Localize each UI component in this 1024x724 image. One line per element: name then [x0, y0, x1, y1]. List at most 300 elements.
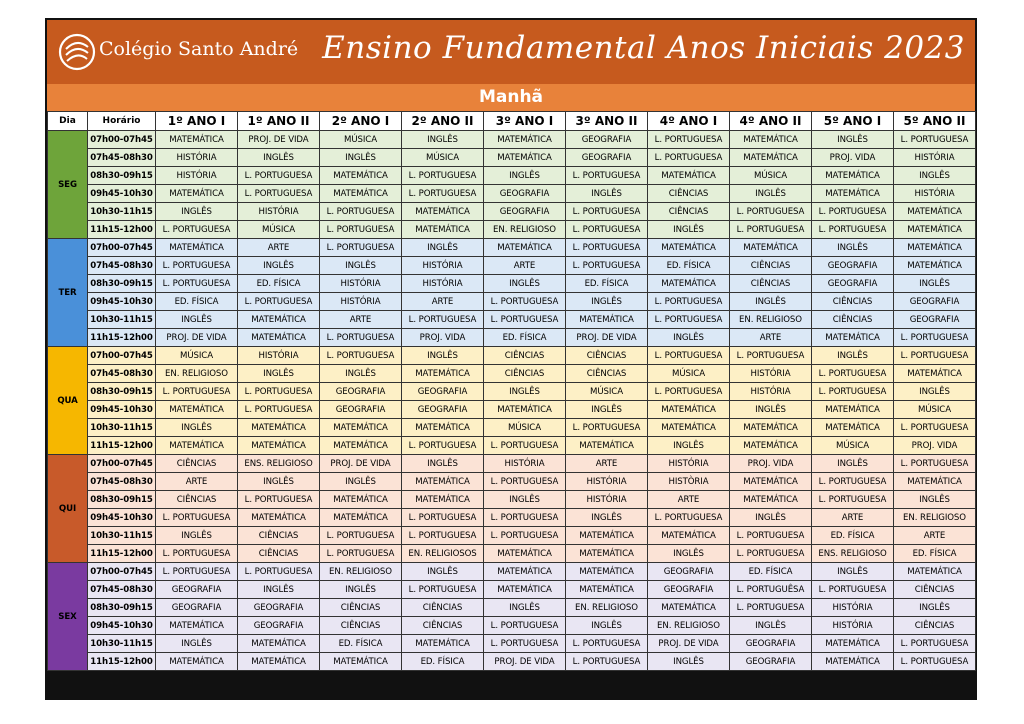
subject-cell: INGLÊS — [894, 383, 976, 401]
subject-cell: MÚSICA — [812, 437, 894, 455]
subject-cell: HISTÓRIA — [894, 149, 976, 167]
time-slot: 08h30-09h15 — [88, 491, 156, 509]
page-title: Ensino Fundamental Anos Iniciais 2023 — [322, 30, 965, 66]
subject-cell: INGLÊS — [894, 275, 976, 293]
subject-cell: L. PORTUGUESA — [238, 185, 320, 203]
subject-cell: MÚSICA — [894, 401, 976, 419]
subject-cell: INGLÊS — [320, 581, 402, 599]
subject-cell: L. PORTUGUESA — [484, 509, 566, 527]
subject-cell: HISTÓRIA — [648, 455, 730, 473]
time-slot: 08h30-09h15 — [88, 275, 156, 293]
subject-cell: MATEMÁTICA — [566, 311, 648, 329]
time-slot: 09h45-10h30 — [88, 509, 156, 527]
table-row — [48, 257, 976, 275]
subject-cell: L. PORTUGUESA — [320, 239, 402, 257]
subject-cell: MATEMÁTICA — [320, 437, 402, 455]
time-slot: 10h30-11h15 — [88, 203, 156, 221]
subject-cell: CIÊNCIAS — [730, 257, 812, 275]
subject-cell: INGLÊS — [648, 221, 730, 239]
subject-cell: L. PORTUGUESA — [648, 509, 730, 527]
subject-cell: HISTÓRIA — [566, 491, 648, 509]
subject-cell: L. PORTUGUESA — [566, 203, 648, 221]
subject-cell: ARTE — [894, 527, 976, 545]
subject-cell: MATEMÁTICA — [894, 473, 976, 491]
table-row — [48, 347, 976, 365]
column-header-class: 1º ANO I — [156, 112, 238, 131]
subject-cell: HISTÓRIA — [730, 365, 812, 383]
time-slot: 11h15-12h00 — [88, 653, 156, 671]
day-label: QUI — [48, 455, 88, 563]
subject-cell: INGLÊS — [320, 149, 402, 167]
subject-cell: L. PORTUGUESA — [566, 167, 648, 185]
column-header-class: 5º ANO II — [894, 112, 976, 131]
table-row — [48, 167, 976, 185]
subject-cell: PROJ. VIDA — [730, 455, 812, 473]
subject-cell: CIÊNCIAS — [402, 617, 484, 635]
schedule-table — [47, 111, 976, 671]
subject-cell: L. PORTUGUESA — [484, 293, 566, 311]
subject-cell: HISTÓRIA — [812, 599, 894, 617]
subject-cell: HISTÓRIA — [894, 185, 976, 203]
subject-cell: MATEMÁTICA — [812, 167, 894, 185]
subject-cell: MATEMÁTICA — [894, 203, 976, 221]
footer-bar — [47, 679, 975, 700]
subject-cell: CIÊNCIAS — [156, 455, 238, 473]
subject-cell: L. PORTUGUESA — [402, 311, 484, 329]
subject-cell: CIÊNCIAS — [812, 311, 894, 329]
subject-cell: L. PORTUGUESA — [238, 563, 320, 581]
subject-cell: INGLÊS — [894, 491, 976, 509]
subject-cell: INGLÊS — [156, 527, 238, 545]
subject-cell: INGLÊS — [320, 257, 402, 275]
subject-cell: PROJ. DE VIDA — [484, 653, 566, 671]
subject-cell: MATEMÁTICA — [402, 365, 484, 383]
column-header-time: Horário — [88, 112, 156, 131]
time-slot: 07h00-07h45 — [88, 239, 156, 257]
subject-cell: GEOGRAFIA — [484, 203, 566, 221]
subject-cell: L. PORTUGUESA — [894, 419, 976, 437]
subject-cell: MATEMÁTICA — [320, 491, 402, 509]
column-header-class: 5º ANO I — [812, 112, 894, 131]
subject-cell: MATEMÁTICA — [238, 635, 320, 653]
subject-cell: INGLÊS — [730, 185, 812, 203]
subject-cell: L. PORTUGUESA — [648, 311, 730, 329]
subject-cell: PROJ. DE VIDA — [156, 329, 238, 347]
subject-cell: ED. FÍSICA — [238, 275, 320, 293]
subject-cell: ARTE — [566, 455, 648, 473]
subject-cell: GEOGRAFIA — [156, 599, 238, 617]
subject-cell: GEOGRAFIA — [648, 581, 730, 599]
subject-cell: L. PORTUGUESA — [812, 221, 894, 239]
time-slot: 09h45-10h30 — [88, 293, 156, 311]
subject-cell: INGLÊS — [156, 419, 238, 437]
subject-cell: L. PORTUGUESA — [484, 473, 566, 491]
subject-cell: INGLÊS — [320, 473, 402, 491]
subject-cell: GEOGRAFIA — [812, 257, 894, 275]
subject-cell: MÚSICA — [238, 221, 320, 239]
time-slot: 07h45-08h30 — [88, 365, 156, 383]
subject-cell: HISTÒRIA — [648, 473, 730, 491]
subject-cell: CIÊNCIAS — [894, 581, 976, 599]
subject-cell: MATEMÁTICA — [484, 581, 566, 599]
subject-cell: MATEMÁTICA — [894, 221, 976, 239]
subject-cell: L. PORTUGUESA — [402, 581, 484, 599]
subject-cell: GEOGRAFIA — [238, 617, 320, 635]
table-row — [48, 509, 976, 527]
subject-cell: INGLÊS — [156, 635, 238, 653]
subject-cell: L. PORTUGUESA — [566, 653, 648, 671]
subject-cell: INGLÊS — [484, 275, 566, 293]
subject-cell: MATEMÁTICA — [484, 239, 566, 257]
subject-cell: ED. FÍSICA — [566, 275, 648, 293]
subject-cell: ARTE — [320, 311, 402, 329]
subject-cell: PROJ. DE VIDA — [566, 329, 648, 347]
subject-cell: MATEMÁTICA — [402, 635, 484, 653]
subject-cell: MÚSICA — [648, 365, 730, 383]
subject-cell: L. PORTUGUESA — [320, 527, 402, 545]
subject-cell: HISTÓRIA — [730, 383, 812, 401]
subject-cell: MATEMÁTICA — [156, 131, 238, 149]
subject-cell: INGLÊS — [894, 599, 976, 617]
subject-cell: CIÊNCIAS — [566, 365, 648, 383]
subject-cell: MATEMÁTICA — [402, 221, 484, 239]
header-bar — [47, 20, 975, 84]
subject-cell: L. PORTUGUESA — [894, 131, 976, 149]
subject-cell: MATEMÁTICA — [156, 617, 238, 635]
subject-cell: L. PORTUGUESA — [730, 545, 812, 563]
table-row — [48, 617, 976, 635]
time-slot: 11h15-12h00 — [88, 221, 156, 239]
subject-cell: INGLÊS — [648, 437, 730, 455]
subject-cell: INGLÊS — [156, 203, 238, 221]
subject-cell: MATEMÁTICA — [812, 329, 894, 347]
subject-cell: INGLÊS — [730, 293, 812, 311]
subject-cell: MATEMÁTICA — [402, 491, 484, 509]
subject-cell: CIÊNCIAS — [484, 365, 566, 383]
subject-cell: MATEMÁTICA — [730, 149, 812, 167]
time-slot: 08h30-09h15 — [88, 383, 156, 401]
time-slot: 11h15-12h00 — [88, 329, 156, 347]
subject-cell: GEOGRAFIA — [156, 581, 238, 599]
day-label: TER — [48, 239, 88, 347]
subject-cell: MATEMÁTICA — [648, 527, 730, 545]
table-row — [48, 365, 976, 383]
subject-cell: ED. FÍSICA — [402, 653, 484, 671]
subject-cell: L. PORTUGUESA — [894, 653, 976, 671]
subject-cell: ARTE — [238, 239, 320, 257]
table-row — [48, 149, 976, 167]
subject-cell: MATEMÁTICA — [894, 563, 976, 581]
column-header-class: 4º ANO II — [730, 112, 812, 131]
subject-cell: MATEMÁTICA — [320, 185, 402, 203]
subject-cell: L. PORTUGUESA — [320, 545, 402, 563]
subject-cell: MATEMÁTICA — [238, 311, 320, 329]
subject-cell: MÚSICA — [402, 149, 484, 167]
subject-cell: L. PORTUGUESA — [484, 527, 566, 545]
subject-cell: ARTE — [812, 509, 894, 527]
schedule-body — [48, 131, 976, 671]
subject-cell: ED. FÍSICA — [894, 545, 976, 563]
subject-cell: L. PORTUGUESA — [156, 509, 238, 527]
subject-cell: MATEMÁTICA — [402, 419, 484, 437]
subject-cell: MATEMÁTICA — [238, 509, 320, 527]
subject-cell: HISTÓRIA — [238, 203, 320, 221]
subject-cell: L. PORTUGUESA — [566, 419, 648, 437]
subject-cell: GEOGRAFIA — [238, 599, 320, 617]
subject-cell: PROJ. DE VIDA — [320, 455, 402, 473]
subject-cell: MÚSICA — [156, 347, 238, 365]
column-header-class: 4º ANO I — [648, 112, 730, 131]
subject-cell: L. PORTUGUESA — [648, 131, 730, 149]
subject-cell: MATEMÁTICA — [648, 275, 730, 293]
subject-cell: L. PORTUGUESA — [648, 293, 730, 311]
table-row — [48, 581, 976, 599]
subject-cell: CIÊNCIAS — [648, 185, 730, 203]
subject-cell: L. PORTUGUESA — [730, 599, 812, 617]
subject-cell: MATEMÁTICA — [156, 437, 238, 455]
subject-cell: GEOGRAFIA — [730, 635, 812, 653]
subject-cell: MATEMÁTICA — [648, 401, 730, 419]
subject-cell: ED. FÍSICA — [730, 563, 812, 581]
subject-cell: L. PORTUGUESA — [812, 473, 894, 491]
subject-cell: MATEMÁTICA — [730, 437, 812, 455]
subject-cell: EN. RELIGIOSO — [894, 509, 976, 527]
subject-cell: L. PORTUGUESA — [894, 347, 976, 365]
subject-cell: L. PORTUGUESA — [484, 311, 566, 329]
time-slot: 07h00-07h45 — [88, 347, 156, 365]
subject-cell: MATEMÁTICA — [812, 185, 894, 203]
day-label: SEG — [48, 131, 88, 239]
subject-cell: CIÊNCIAS — [402, 599, 484, 617]
subject-cell: MATEMÁTICA — [238, 419, 320, 437]
subject-cell: HISTÓRIA — [402, 275, 484, 293]
subject-cell: ARTE — [648, 491, 730, 509]
subject-cell: INGLÊS — [730, 617, 812, 635]
subject-cell: HISTÓRIA — [320, 275, 402, 293]
subject-cell: MATEMÁTICA — [156, 239, 238, 257]
subject-cell: L. PORTUGUESA — [238, 383, 320, 401]
subject-cell: L. PORTUGUESA — [484, 617, 566, 635]
subject-cell: INGLÊS — [566, 617, 648, 635]
time-slot: 10h30-11h15 — [88, 419, 156, 437]
subject-cell: MATEMÁTICA — [648, 419, 730, 437]
time-slot: 09h45-10h30 — [88, 401, 156, 419]
subject-cell: GEOGRAFIA — [402, 383, 484, 401]
column-header-class: 2º ANO II — [402, 112, 484, 131]
subject-cell: MATEMÁTICA — [484, 149, 566, 167]
subject-cell: MATEMÁTICA — [402, 473, 484, 491]
subject-cell: L. PORTUGUESA — [402, 437, 484, 455]
subject-cell: GEOGRAFIA — [566, 131, 648, 149]
subject-cell: EN. RELIGIOSOS — [402, 545, 484, 563]
subject-cell: INGLÊS — [156, 311, 238, 329]
time-slot: 11h15-12h00 — [88, 437, 156, 455]
time-slot: 11h15-12h00 — [88, 545, 156, 563]
time-slot: 08h30-09h15 — [88, 599, 156, 617]
time-slot: 07h45-08h30 — [88, 149, 156, 167]
subject-cell: EN. RELIGIOSO — [566, 599, 648, 617]
shift-label: Manhã — [47, 84, 975, 111]
subject-cell: ARTE — [402, 293, 484, 311]
subject-cell: L. PORTUGUESA — [156, 545, 238, 563]
subject-cell: CIÊNCIAS — [320, 599, 402, 617]
time-slot: 07h45-08h30 — [88, 257, 156, 275]
subject-cell: INGLÊS — [484, 599, 566, 617]
subject-cell: MATEMÁTICA — [566, 581, 648, 599]
subject-cell: MATEMÁTICA — [484, 401, 566, 419]
subject-cell: INGLÊS — [484, 383, 566, 401]
subject-cell: INGLÊS — [566, 401, 648, 419]
subject-cell: MATEMÁTICA — [320, 419, 402, 437]
subject-cell: L. PORTUGUESA — [320, 221, 402, 239]
subject-cell: ENS. RELIGIOSO — [812, 545, 894, 563]
column-header-day: Dia — [48, 112, 88, 131]
subject-cell: L. PORTUGUESA — [238, 293, 320, 311]
subject-cell: CIÊNCIAS — [812, 293, 894, 311]
subject-cell: MÚSICA — [484, 419, 566, 437]
subject-cell: GEOGRAFIA — [894, 293, 976, 311]
table-row — [48, 473, 976, 491]
subject-cell: CIÊNCIAS — [484, 347, 566, 365]
subject-cell: EN. RELIGIOSO — [484, 221, 566, 239]
table-row — [48, 311, 976, 329]
subject-cell: L. PORTUGUESA — [894, 455, 976, 473]
column-header-class: 3º ANO II — [566, 112, 648, 131]
subject-cell: INGLÊS — [402, 239, 484, 257]
subject-cell: EN. RELIGIOSO — [320, 563, 402, 581]
subject-cell: L. PORTUGUESA — [402, 527, 484, 545]
subject-cell: ED. FÍSICA — [484, 329, 566, 347]
subject-cell: L. PORTUGUESA — [156, 221, 238, 239]
subject-cell: MATEMÁTICA — [730, 473, 812, 491]
subject-cell: MATEMÁTICA — [566, 545, 648, 563]
subject-cell: CIÊNCIAS — [566, 347, 648, 365]
table-row — [48, 221, 976, 239]
subject-cell: MATEMÁTICA — [730, 419, 812, 437]
subject-cell: INGLÊS — [484, 491, 566, 509]
subject-cell: MATEMÁTICA — [648, 239, 730, 257]
subject-cell: MATEMÁTICA — [156, 653, 238, 671]
subject-cell: MATEMÁTICA — [812, 653, 894, 671]
time-slot: 08h30-09h15 — [88, 167, 156, 185]
table-row — [48, 401, 976, 419]
subject-cell: CIÊNCIAS — [320, 617, 402, 635]
subject-cell: MATEMÁTICA — [566, 527, 648, 545]
table-row — [48, 653, 976, 671]
subject-cell: INGLÊS — [730, 509, 812, 527]
table-row — [48, 599, 976, 617]
subject-cell: MATEMÁTICA — [812, 419, 894, 437]
subject-cell: GEOGRAFIA — [402, 401, 484, 419]
subject-cell: MATEMÁTICA — [648, 167, 730, 185]
subject-cell: MATEMÁTICA — [730, 131, 812, 149]
subject-cell: INGLÊS — [566, 509, 648, 527]
subject-cell: PROJ. DE VIDA — [238, 131, 320, 149]
subject-cell: PROJ. VIDA — [894, 437, 976, 455]
subject-cell: INGLÊS — [648, 545, 730, 563]
subject-cell: INGLÊS — [238, 473, 320, 491]
subject-cell: MATEMÁTICA — [238, 437, 320, 455]
subject-cell: L. PORTUGUESA — [566, 257, 648, 275]
subject-cell: INGLÊS — [812, 563, 894, 581]
table-row — [48, 239, 976, 257]
table-row — [48, 275, 976, 293]
subject-cell: MATEMÁTICA — [566, 563, 648, 581]
subject-cell: HISTÓRIA — [484, 455, 566, 473]
table-row — [48, 545, 976, 563]
subject-cell: L. PORTUGUESA — [320, 203, 402, 221]
subject-cell: MATEMÁTICA — [566, 437, 648, 455]
subject-cell: HISTÓRIA — [812, 617, 894, 635]
subject-cell: MATEMÁTICA — [320, 653, 402, 671]
column-header-class: 1º ANO II — [238, 112, 320, 131]
subject-cell: CIÊNCIAS — [238, 545, 320, 563]
time-slot: 07h45-08h30 — [88, 473, 156, 491]
subject-cell: MATEMÁTICA — [320, 167, 402, 185]
subject-cell: MATEMÁTICA — [894, 257, 976, 275]
subject-cell: L. PORTUGUESA — [730, 347, 812, 365]
subject-cell: MATEMÁTICA — [156, 401, 238, 419]
subject-cell: INGLÊS — [402, 347, 484, 365]
subject-cell: L. PORTUGUESA — [320, 329, 402, 347]
time-slot: 07h45-08h30 — [88, 581, 156, 599]
subject-cell: CIÊNCIAS — [648, 203, 730, 221]
subject-cell: HISTÓRIA — [566, 473, 648, 491]
subject-cell: MÚSICA — [566, 383, 648, 401]
time-slot: 09h45-10h30 — [88, 185, 156, 203]
subject-cell: L. PORTUGUESA — [566, 239, 648, 257]
subject-cell: L. PORTUGUESA — [648, 383, 730, 401]
column-header-class: 2º ANO I — [320, 112, 402, 131]
subject-cell: INGLÊS — [484, 167, 566, 185]
table-row — [48, 185, 976, 203]
time-slot: 07h00-07h45 — [88, 455, 156, 473]
subject-cell: MATEMÁTICA — [402, 203, 484, 221]
subject-cell: MATEMÁTICA — [484, 131, 566, 149]
subject-cell: MÚSICA — [730, 167, 812, 185]
table-row — [48, 329, 976, 347]
subject-cell: ED. FÍSICA — [812, 527, 894, 545]
subject-cell: GEOGRAFIA — [320, 401, 402, 419]
subject-cell: L. PORTUGUESA — [484, 635, 566, 653]
subject-cell: HISTÓRIA — [156, 167, 238, 185]
subject-cell: L. PORTUGUESA — [156, 383, 238, 401]
subject-cell: GEOGRAFIA — [566, 149, 648, 167]
subject-cell: INGLÊS — [812, 455, 894, 473]
column-header-class: 3º ANO I — [484, 112, 566, 131]
table-row — [48, 419, 976, 437]
subject-cell: INGLÊS — [648, 329, 730, 347]
table-row — [48, 437, 976, 455]
subject-cell: L. PORTUGUESA — [812, 365, 894, 383]
subject-cell: CIÊNCIAS — [156, 491, 238, 509]
subject-cell: ED. FÍSICA — [156, 293, 238, 311]
subject-cell: INGLÊS — [402, 455, 484, 473]
subject-cell: HISTÓRIA — [320, 293, 402, 311]
subject-cell: ARTE — [156, 473, 238, 491]
subject-cell: INGLÊS — [402, 563, 484, 581]
time-slot: 07h00-07h45 — [88, 131, 156, 149]
table-row — [48, 635, 976, 653]
subject-cell: INGLÊS — [894, 167, 976, 185]
subject-cell: GEOGRAFIA — [484, 185, 566, 203]
subject-cell: HISTÓRIA — [402, 257, 484, 275]
subject-cell: MATEMÁTICA — [730, 491, 812, 509]
subject-cell: MATEMÁTICA — [484, 563, 566, 581]
subject-cell: L. PORTUGUESA — [730, 203, 812, 221]
time-slot: 10h30-11h15 — [88, 527, 156, 545]
subject-cell: INGLÊS — [238, 257, 320, 275]
